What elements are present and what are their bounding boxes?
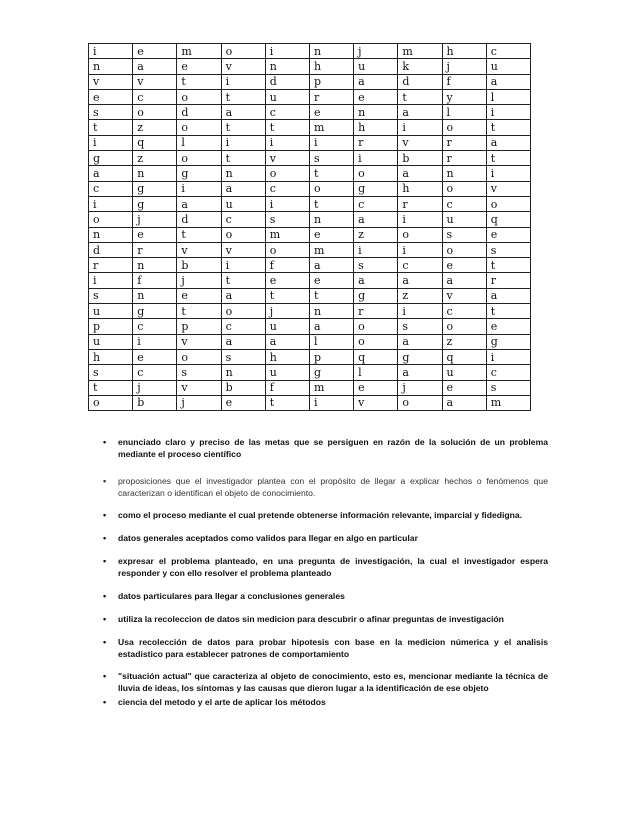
grid-cell: o bbox=[221, 227, 265, 242]
bullet-icon: • bbox=[103, 697, 107, 707]
grid-cell: f bbox=[265, 380, 309, 395]
grid-cell: r bbox=[309, 89, 353, 104]
grid-cell: c bbox=[133, 319, 177, 334]
grid-cell: a bbox=[398, 334, 442, 349]
grid-cell: g bbox=[89, 151, 133, 166]
grid-cell: a bbox=[398, 365, 442, 380]
grid-cell: t bbox=[309, 196, 353, 211]
grid-cell: j bbox=[398, 380, 442, 395]
list-item bbox=[103, 509, 548, 521]
grid-cell: i bbox=[309, 135, 353, 150]
grid-cell: v bbox=[221, 59, 265, 74]
bullet-icon: • bbox=[103, 533, 107, 543]
grid-cell: h bbox=[265, 349, 309, 364]
grid-cell: o bbox=[354, 166, 398, 181]
grid-cell: d bbox=[398, 74, 442, 89]
grid-cell: p bbox=[309, 74, 353, 89]
grid-cell: i bbox=[265, 196, 309, 211]
list-item bbox=[103, 590, 548, 602]
list-item-text: proposiciones que el investigador plantea con el propósito de llegar a explicar hechos o fenómenos que caracterizan o identifican el objeto de conocimiento. bbox=[118, 476, 548, 498]
grid-cell: g bbox=[486, 334, 530, 349]
grid-cell: t bbox=[177, 227, 221, 242]
grid-cell: a bbox=[309, 319, 353, 334]
grid-cell: o bbox=[221, 44, 265, 59]
grid-cell: r bbox=[442, 135, 486, 150]
grid-row bbox=[89, 74, 531, 89]
grid-cell: l bbox=[177, 135, 221, 150]
grid-cell: t bbox=[486, 120, 530, 135]
grid-cell: i bbox=[398, 304, 442, 319]
grid-cell: s bbox=[398, 319, 442, 334]
grid-cell: s bbox=[89, 288, 133, 303]
grid-cell: h bbox=[89, 349, 133, 364]
grid-cell: t bbox=[221, 273, 265, 288]
grid-cell: s bbox=[442, 227, 486, 242]
list-item-text: como el proceso mediante el cual pretende obtenerse información relevante, imparcial y fidedigna. bbox=[118, 510, 523, 520]
grid-cell: v bbox=[398, 135, 442, 150]
list-item bbox=[103, 475, 548, 499]
grid-cell: o bbox=[177, 89, 221, 104]
grid-cell: t bbox=[398, 89, 442, 104]
grid-cell: n bbox=[89, 227, 133, 242]
grid-cell: a bbox=[177, 196, 221, 211]
grid-cell: y bbox=[442, 89, 486, 104]
grid-cell: u bbox=[89, 304, 133, 319]
grid-cell: v bbox=[177, 242, 221, 257]
grid-cell: t bbox=[486, 151, 530, 166]
bullet-icon: • bbox=[103, 671, 107, 681]
list-item-text: expresar el problema planteado, en una pregunta de investigación, la cual el investigador espera responder y con ello resolver el problema planteado bbox=[118, 556, 548, 578]
grid-cell: r bbox=[89, 258, 133, 273]
grid-cell: h bbox=[354, 120, 398, 135]
grid-cell: e bbox=[221, 395, 265, 410]
grid-cell: c bbox=[354, 196, 398, 211]
grid-cell: j bbox=[177, 395, 221, 410]
list-item-text: datos particulares para llegar a conclusiones generales bbox=[118, 591, 345, 601]
grid-cell: t bbox=[309, 166, 353, 181]
grid-cell: s bbox=[221, 349, 265, 364]
grid-cell: n bbox=[442, 166, 486, 181]
grid-cell: s bbox=[486, 380, 530, 395]
grid-cell: o bbox=[89, 212, 133, 227]
grid-row bbox=[89, 395, 531, 410]
grid-cell: v bbox=[177, 380, 221, 395]
grid-cell: e bbox=[354, 380, 398, 395]
grid-cell: e bbox=[486, 319, 530, 334]
bullet-icon: • bbox=[103, 556, 107, 566]
grid-cell: m bbox=[309, 380, 353, 395]
grid-cell: m bbox=[486, 395, 530, 410]
grid-cell: h bbox=[442, 44, 486, 59]
grid-cell: t bbox=[265, 395, 309, 410]
grid-cell: a bbox=[486, 135, 530, 150]
definition-list bbox=[103, 436, 548, 708]
grid-cell: l bbox=[486, 89, 530, 104]
grid-cell: o bbox=[89, 395, 133, 410]
grid-cell: e bbox=[133, 349, 177, 364]
grid-cell: n bbox=[133, 166, 177, 181]
grid-cell: o bbox=[177, 120, 221, 135]
grid-cell: f bbox=[133, 273, 177, 288]
grid-cell: j bbox=[442, 59, 486, 74]
grid-cell: a bbox=[398, 166, 442, 181]
grid-cell: g bbox=[133, 196, 177, 211]
grid-cell: c bbox=[486, 365, 530, 380]
grid-cell: u bbox=[265, 89, 309, 104]
grid-cell: a bbox=[221, 181, 265, 196]
grid-cell: i bbox=[221, 258, 265, 273]
grid-cell: t bbox=[265, 120, 309, 135]
grid-cell: f bbox=[265, 258, 309, 273]
grid-row bbox=[89, 349, 531, 364]
grid-cell: s bbox=[89, 105, 133, 120]
grid-cell: a bbox=[398, 105, 442, 120]
grid-cell: a bbox=[442, 273, 486, 288]
grid-cell: t bbox=[177, 304, 221, 319]
grid-cell: g bbox=[398, 349, 442, 364]
list-item-text: ciencia del metodo y el arte de aplicar los métodos bbox=[118, 697, 326, 707]
grid-cell: u bbox=[265, 365, 309, 380]
grid-cell: u bbox=[442, 365, 486, 380]
grid-cell: o bbox=[354, 334, 398, 349]
grid-cell: e bbox=[354, 89, 398, 104]
grid-cell: z bbox=[354, 227, 398, 242]
grid-cell: g bbox=[177, 166, 221, 181]
grid-cell: o bbox=[133, 105, 177, 120]
grid-cell: i bbox=[221, 74, 265, 89]
grid-cell: o bbox=[265, 242, 309, 257]
grid-cell: e bbox=[177, 59, 221, 74]
grid-cell: f bbox=[442, 74, 486, 89]
grid-cell: i bbox=[354, 151, 398, 166]
grid-cell: e bbox=[265, 273, 309, 288]
grid-cell: e bbox=[486, 227, 530, 242]
grid-cell: i bbox=[89, 273, 133, 288]
grid-cell: l bbox=[442, 105, 486, 120]
grid-cell: c bbox=[265, 105, 309, 120]
list-item bbox=[103, 532, 548, 544]
grid-cell: i bbox=[177, 181, 221, 196]
grid-cell: i bbox=[89, 135, 133, 150]
grid-row bbox=[89, 151, 531, 166]
grid-cell: t bbox=[221, 89, 265, 104]
grid-cell: h bbox=[309, 59, 353, 74]
grid-cell: a bbox=[354, 74, 398, 89]
grid-row bbox=[89, 304, 531, 319]
grid-cell: p bbox=[89, 319, 133, 334]
grid-cell: v bbox=[486, 181, 530, 196]
grid-cell: a bbox=[221, 288, 265, 303]
grid-cell: u bbox=[221, 196, 265, 211]
bullet-icon: • bbox=[103, 476, 107, 486]
grid-cell: i bbox=[221, 135, 265, 150]
grid-row bbox=[89, 227, 531, 242]
grid-row bbox=[89, 89, 531, 104]
grid-cell: c bbox=[133, 365, 177, 380]
grid-cell: m bbox=[177, 44, 221, 59]
grid-row bbox=[89, 319, 531, 334]
grid-cell: a bbox=[89, 166, 133, 181]
grid-row bbox=[89, 258, 531, 273]
bullet-icon: • bbox=[103, 510, 107, 520]
grid-cell: a bbox=[354, 212, 398, 227]
grid-cell: o bbox=[398, 395, 442, 410]
grid-cell: h bbox=[398, 181, 442, 196]
grid-cell: p bbox=[177, 319, 221, 334]
grid-cell: q bbox=[486, 212, 530, 227]
grid-cell: b bbox=[177, 258, 221, 273]
grid-cell: u bbox=[354, 59, 398, 74]
grid-cell: s bbox=[265, 212, 309, 227]
grid-cell: u bbox=[486, 59, 530, 74]
grid-cell: c bbox=[221, 319, 265, 334]
grid-cell: r bbox=[398, 196, 442, 211]
grid-cell: v bbox=[133, 74, 177, 89]
grid-cell: n bbox=[221, 365, 265, 380]
grid-cell: b bbox=[221, 380, 265, 395]
grid-cell: d bbox=[177, 212, 221, 227]
grid-cell: o bbox=[354, 319, 398, 334]
grid-cell: r bbox=[486, 273, 530, 288]
grid-cell: i bbox=[133, 334, 177, 349]
grid-cell: m bbox=[265, 227, 309, 242]
grid-cell: e bbox=[309, 105, 353, 120]
grid-cell: a bbox=[354, 273, 398, 288]
list-item-text: "situación actual" que caracteriza al objeto de conocimiento, esto es, mencionar mediante la técnica de lluvia de ideas, los síntomas y las causas que dieron lugar a la identificación de ese objeto bbox=[118, 671, 548, 693]
grid-cell: g bbox=[354, 288, 398, 303]
grid-cell: i bbox=[398, 242, 442, 257]
grid-cell: i bbox=[398, 212, 442, 227]
list-item-text: Usa recolección de datos para probar hipotesis con base en la medicion númerica y el analisis estadistico para establecer patrones de comportamiento bbox=[118, 637, 548, 659]
grid-cell: g bbox=[354, 181, 398, 196]
grid-cell: v bbox=[221, 242, 265, 257]
grid-row bbox=[89, 135, 531, 150]
grid-cell: u bbox=[265, 319, 309, 334]
grid-cell: n bbox=[265, 59, 309, 74]
grid-cell: r bbox=[354, 304, 398, 319]
grid-cell: v bbox=[265, 151, 309, 166]
grid-cell: a bbox=[398, 273, 442, 288]
grid-cell: s bbox=[89, 365, 133, 380]
grid-cell: e bbox=[309, 273, 353, 288]
grid-cell: q bbox=[442, 349, 486, 364]
grid-row bbox=[89, 273, 531, 288]
bullet-icon: • bbox=[103, 614, 107, 624]
grid-cell: o bbox=[398, 227, 442, 242]
grid-cell: u bbox=[89, 334, 133, 349]
list-item-text: enunciado claro y preciso de las metas que se persiguen en razón de la solución de un problema mediante el proceso científico bbox=[118, 437, 548, 459]
grid-cell: n bbox=[309, 304, 353, 319]
grid-cell: j bbox=[133, 380, 177, 395]
grid-cell: d bbox=[265, 74, 309, 89]
grid-cell: t bbox=[221, 120, 265, 135]
grid-cell: c bbox=[265, 181, 309, 196]
bullet-icon: • bbox=[103, 591, 107, 601]
grid-cell: c bbox=[221, 212, 265, 227]
grid-cell: o bbox=[265, 166, 309, 181]
grid-cell: i bbox=[486, 166, 530, 181]
grid-cell: e bbox=[89, 89, 133, 104]
grid-cell: e bbox=[309, 227, 353, 242]
grid-cell: i bbox=[265, 44, 309, 59]
grid-cell: t bbox=[265, 288, 309, 303]
grid-row bbox=[89, 105, 531, 120]
grid-cell: o bbox=[221, 304, 265, 319]
grid-cell: v bbox=[354, 395, 398, 410]
grid-cell: t bbox=[89, 120, 133, 135]
list-item bbox=[103, 613, 548, 625]
grid-row bbox=[89, 59, 531, 74]
list-item bbox=[103, 555, 548, 579]
list-item bbox=[103, 436, 548, 460]
grid-cell: t bbox=[89, 380, 133, 395]
grid-cell: s bbox=[177, 365, 221, 380]
grid-cell: z bbox=[133, 120, 177, 135]
grid-cell: j bbox=[177, 273, 221, 288]
grid-cell: r bbox=[133, 242, 177, 257]
grid-cell: n bbox=[133, 288, 177, 303]
grid-cell: g bbox=[309, 365, 353, 380]
grid-cell: t bbox=[309, 288, 353, 303]
grid-cell: i bbox=[486, 105, 530, 120]
grid-cell: l bbox=[354, 365, 398, 380]
list-item bbox=[103, 670, 548, 694]
list-item bbox=[103, 636, 548, 660]
grid-cell: j bbox=[265, 304, 309, 319]
grid-cell: z bbox=[133, 151, 177, 166]
grid-cell: d bbox=[177, 105, 221, 120]
grid-row bbox=[89, 288, 531, 303]
grid-cell: e bbox=[133, 227, 177, 242]
grid-row bbox=[89, 120, 531, 135]
grid-cell: t bbox=[486, 258, 530, 273]
grid-cell: v bbox=[89, 74, 133, 89]
grid-cell: n bbox=[309, 212, 353, 227]
grid-cell: i bbox=[398, 120, 442, 135]
bullet-icon: • bbox=[103, 437, 107, 447]
grid-cell: b bbox=[398, 151, 442, 166]
grid-cell: a bbox=[221, 105, 265, 120]
grid-cell: a bbox=[265, 334, 309, 349]
grid-cell: e bbox=[442, 258, 486, 273]
grid-cell: g bbox=[133, 304, 177, 319]
grid-cell: a bbox=[309, 258, 353, 273]
grid-cell: n bbox=[354, 105, 398, 120]
grid-cell: r bbox=[354, 135, 398, 150]
grid-cell: d bbox=[89, 242, 133, 257]
grid-cell: m bbox=[398, 44, 442, 59]
grid-row bbox=[89, 334, 531, 349]
grid-row bbox=[89, 365, 531, 380]
grid-row bbox=[89, 44, 531, 59]
grid-cell: i bbox=[89, 196, 133, 211]
grid-cell: c bbox=[442, 304, 486, 319]
grid-cell: a bbox=[133, 59, 177, 74]
grid-cell: j bbox=[354, 44, 398, 59]
grid-cell: n bbox=[133, 258, 177, 273]
grid-cell: o bbox=[177, 151, 221, 166]
grid-cell: c bbox=[486, 44, 530, 59]
grid-cell: m bbox=[309, 120, 353, 135]
grid-cell: n bbox=[309, 44, 353, 59]
grid-cell: i bbox=[89, 44, 133, 59]
grid-cell: e bbox=[442, 380, 486, 395]
grid-cell: s bbox=[309, 151, 353, 166]
grid-cell: c bbox=[442, 196, 486, 211]
grid-cell: q bbox=[133, 135, 177, 150]
grid-cell: z bbox=[398, 288, 442, 303]
word-search-grid bbox=[88, 43, 531, 411]
grid-cell: t bbox=[177, 74, 221, 89]
bullet-icon: • bbox=[103, 637, 107, 647]
grid-cell: o bbox=[442, 181, 486, 196]
grid-row bbox=[89, 212, 531, 227]
grid-cell: t bbox=[221, 151, 265, 166]
grid-cell: o bbox=[177, 349, 221, 364]
grid-cell: j bbox=[133, 212, 177, 227]
grid-cell: g bbox=[133, 181, 177, 196]
grid-cell: z bbox=[442, 334, 486, 349]
grid-cell: o bbox=[309, 181, 353, 196]
grid-cell: c bbox=[89, 181, 133, 196]
grid-cell: c bbox=[133, 89, 177, 104]
grid-row bbox=[89, 196, 531, 211]
grid-cell: s bbox=[486, 242, 530, 257]
grid-cell: n bbox=[89, 59, 133, 74]
grid-cell: i bbox=[354, 242, 398, 257]
grid-cell: q bbox=[354, 349, 398, 364]
grid-cell: t bbox=[486, 304, 530, 319]
grid-cell: n bbox=[221, 166, 265, 181]
grid-cell: i bbox=[309, 395, 353, 410]
grid-cell: v bbox=[442, 288, 486, 303]
grid-cell: r bbox=[442, 151, 486, 166]
grid-cell: a bbox=[486, 288, 530, 303]
grid-cell: m bbox=[309, 242, 353, 257]
grid-row bbox=[89, 181, 531, 196]
list-item bbox=[103, 696, 548, 708]
grid-row bbox=[89, 380, 531, 395]
grid-row bbox=[89, 166, 531, 181]
grid-cell: p bbox=[309, 349, 353, 364]
grid-cell: i bbox=[265, 135, 309, 150]
grid-cell: l bbox=[309, 334, 353, 349]
grid-cell: o bbox=[486, 196, 530, 211]
grid-cell: e bbox=[133, 44, 177, 59]
grid-cell: u bbox=[442, 212, 486, 227]
grid-cell: c bbox=[398, 258, 442, 273]
grid-cell: i bbox=[486, 349, 530, 364]
grid-cell: b bbox=[133, 395, 177, 410]
grid-cell: a bbox=[221, 334, 265, 349]
grid-cell: a bbox=[486, 74, 530, 89]
grid-cell: k bbox=[398, 59, 442, 74]
grid-cell: v bbox=[177, 334, 221, 349]
grid-cell: o bbox=[442, 120, 486, 135]
grid-row bbox=[89, 242, 531, 257]
grid-cell: o bbox=[442, 242, 486, 257]
grid-cell: o bbox=[442, 319, 486, 334]
grid-cell: a bbox=[442, 395, 486, 410]
list-item-text: utiliza la recoleccion de datos sin medicion para descubrir o afinar preguntas de investigación bbox=[118, 614, 504, 624]
grid-cell: s bbox=[354, 258, 398, 273]
grid-cell: e bbox=[177, 288, 221, 303]
list-item-text: datos generales aceptados como validos para llegar en algo en particular bbox=[118, 533, 418, 543]
